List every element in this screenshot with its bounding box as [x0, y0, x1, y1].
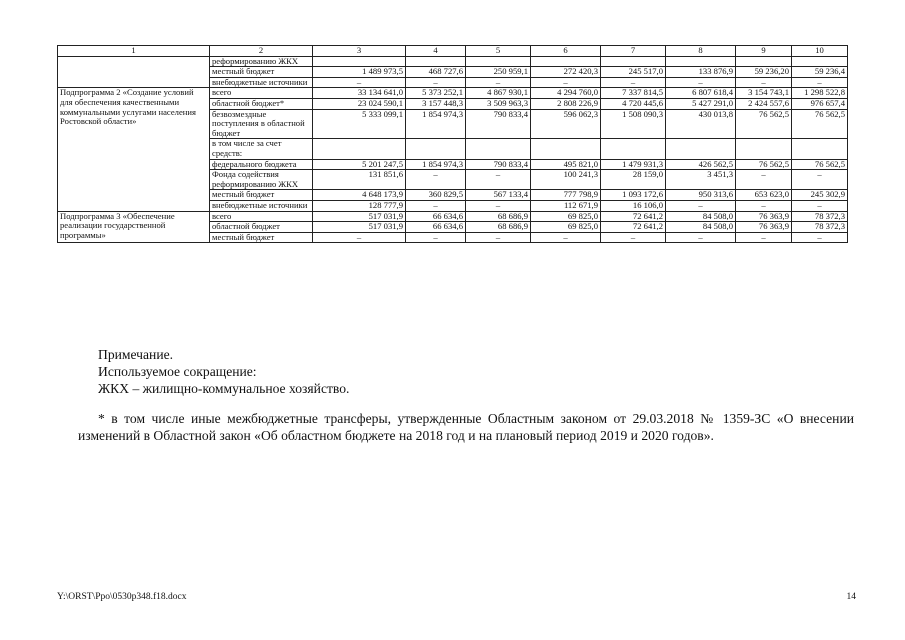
amount-cell	[601, 139, 666, 159]
funding-source-cell: федерального бюджета	[210, 159, 313, 170]
amount-cell: –	[792, 232, 848, 243]
amount-cell	[406, 139, 466, 159]
funding-source-cell: безвозмездные поступления в областной бюджет	[210, 109, 313, 139]
amount-cell: 360 829,5	[406, 190, 466, 201]
amount-cell: 596 062,3	[531, 109, 601, 139]
funding-source-cell: местный бюджет	[210, 190, 313, 201]
table-header-row	[58, 46, 848, 57]
amount-cell: 1 508 090,3	[601, 109, 666, 139]
amount-cell: 976 657,4	[792, 98, 848, 109]
amount-cell: 84 508,0	[666, 211, 736, 222]
amount-cell: 69 825,0	[531, 211, 601, 222]
amount-cell	[792, 139, 848, 159]
amount-cell: 790 833,4	[466, 109, 531, 139]
amount-cell: 78 372,3	[792, 211, 848, 222]
subprogram-name-cell: Подпрограмма 2 «Создание условий для обеспечения качественными коммунальными услугами населения Ростовской области»	[58, 88, 210, 211]
amount-cell	[313, 56, 406, 67]
amount-cell: 1 854 974,3	[406, 109, 466, 139]
table-row	[58, 211, 848, 222]
amount-cell: –	[466, 200, 531, 211]
amount-cell: 1 093 172,6	[601, 190, 666, 201]
amount-cell	[313, 139, 406, 159]
amount-cell: 2 424 557,6	[736, 98, 792, 109]
amount-cell: 76 562,5	[736, 109, 792, 139]
subprogram-name-cell: Подпрограмма 3 «Обеспечение реализации государственной программы»	[58, 211, 210, 243]
amount-cell: –	[406, 170, 466, 190]
amount-cell: 517 031,9	[313, 211, 406, 222]
amount-cell: –	[601, 77, 666, 88]
amount-cell: 430 013,8	[666, 109, 736, 139]
amount-cell: 72 641,2	[601, 211, 666, 222]
note-title: Примечание.	[98, 347, 174, 362]
notes-block	[98, 346, 858, 397]
amount-cell	[736, 139, 792, 159]
amount-cell: –	[736, 232, 792, 243]
amount-cell: 3 154 743,1	[736, 88, 792, 99]
amount-cell: 16 106,0	[601, 200, 666, 211]
amount-cell	[736, 56, 792, 67]
amount-cell: –	[406, 200, 466, 211]
table-body	[58, 56, 848, 243]
amount-cell: 272 420,3	[531, 67, 601, 78]
amount-cell: 76 363,9	[736, 211, 792, 222]
column-header: 8	[666, 46, 736, 57]
amount-cell: 76 562,5	[792, 159, 848, 170]
page-number: 14	[846, 592, 856, 602]
amount-cell	[406, 56, 466, 67]
amount-cell: –	[466, 232, 531, 243]
column-header: 10	[792, 46, 848, 57]
funding-source-cell: местный бюджет	[210, 67, 313, 78]
table-row	[58, 56, 848, 67]
funding-source-cell: внебюджетные источники	[210, 200, 313, 211]
amount-cell	[531, 139, 601, 159]
amount-cell: 245 302,9	[792, 190, 848, 201]
amount-cell	[666, 139, 736, 159]
amount-cell: 4 720 445,6	[601, 98, 666, 109]
footnote-text: * в том числе иные межбюджетные трансферы, утвержденные Областным законом от 29.03.2018 № 1359-ЗС «О внесении изменений в Областной закон «Об областном бюджете на 2018 год и на плановый период 2019 и 2020 годов».	[78, 411, 854, 443]
funding-source-cell: местный бюджет	[210, 232, 313, 243]
note-abbreviation-heading: Используемое сокращение:	[98, 364, 257, 379]
funding-source-cell: внебюджетные источники	[210, 77, 313, 88]
amount-cell: 76 562,5	[792, 109, 848, 139]
amount-cell: 78 372,3	[792, 222, 848, 233]
table-row	[58, 88, 848, 99]
funding-source-cell: Фонда содействия реформированию ЖКХ	[210, 170, 313, 190]
amount-cell: 1 854 974,3	[406, 159, 466, 170]
amount-cell: 6 807 618,4	[666, 88, 736, 99]
amount-cell: 33 134 641,0	[313, 88, 406, 99]
amount-cell: 3 157 448,3	[406, 98, 466, 109]
amount-cell	[466, 56, 531, 67]
footer-file-path: Y:\ORST\Ppo\0530p348.f18.docx	[57, 592, 187, 602]
amount-cell: 66 634,6	[406, 222, 466, 233]
amount-cell: –	[466, 170, 531, 190]
amount-cell: –	[531, 77, 601, 88]
amount-cell: 790 833,4	[466, 159, 531, 170]
amount-cell: 4 294 760,0	[531, 88, 601, 99]
amount-cell: 128 777,9	[313, 200, 406, 211]
amount-cell: 5 427 291,0	[666, 98, 736, 109]
amount-cell: 517 031,9	[313, 222, 406, 233]
amount-cell: –	[666, 200, 736, 211]
amount-cell: 426 562,5	[666, 159, 736, 170]
amount-cell: –	[792, 77, 848, 88]
subprogram-name-cell	[58, 56, 210, 88]
amount-cell: –	[313, 232, 406, 243]
amount-cell: 5 201 247,5	[313, 159, 406, 170]
amount-cell: 468 727,6	[406, 67, 466, 78]
amount-cell: 495 821,0	[531, 159, 601, 170]
amount-cell: 66 634,6	[406, 211, 466, 222]
funding-source-cell: областной бюджет*	[210, 98, 313, 109]
amount-cell	[666, 56, 736, 67]
amount-cell: 245 517,0	[601, 67, 666, 78]
amount-cell: 112 671,9	[531, 200, 601, 211]
note-abbreviation: ЖКХ – жилищно-коммунальное хозяйство.	[98, 381, 350, 396]
amount-cell: 777 798,9	[531, 190, 601, 201]
amount-cell: 100 241,3	[531, 170, 601, 190]
amount-cell: 131 851,6	[313, 170, 406, 190]
funding-source-cell: всего	[210, 88, 313, 99]
amount-cell: –	[736, 77, 792, 88]
amount-cell: 23 024 590,1	[313, 98, 406, 109]
amount-cell: –	[666, 232, 736, 243]
amount-cell: –	[736, 170, 792, 190]
amount-cell: 653 623,0	[736, 190, 792, 201]
column-header: 3	[313, 46, 406, 57]
amount-cell: 1 298 522,8	[792, 88, 848, 99]
amount-cell: 59 236,4	[792, 67, 848, 78]
amount-cell: 68 686,9	[466, 211, 531, 222]
amount-cell: 59 236,20	[736, 67, 792, 78]
amount-cell: 250 959,1	[466, 67, 531, 78]
amount-cell: 567 133,4	[466, 190, 531, 201]
amount-cell: 28 159,0	[601, 170, 666, 190]
amount-cell: 2 808 226,9	[531, 98, 601, 109]
budget-table	[57, 45, 848, 243]
funding-source-cell: всего	[210, 211, 313, 222]
amount-cell: 76 562,5	[736, 159, 792, 170]
amount-cell: –	[601, 232, 666, 243]
amount-cell	[792, 56, 848, 67]
column-header: 4	[406, 46, 466, 57]
amount-cell: –	[406, 232, 466, 243]
amount-cell: –	[792, 200, 848, 211]
amount-cell: 7 337 814,5	[601, 88, 666, 99]
amount-cell: 133 876,9	[666, 67, 736, 78]
amount-cell: 4 648 173,9	[313, 190, 406, 201]
amount-cell: 5 373 252,1	[406, 88, 466, 99]
amount-cell: 3 451,3	[666, 170, 736, 190]
amount-cell: –	[531, 232, 601, 243]
column-header: 6	[531, 46, 601, 57]
amount-cell: –	[666, 77, 736, 88]
amount-cell: –	[792, 170, 848, 190]
amount-cell: 69 825,0	[531, 222, 601, 233]
amount-cell: 76 363,9	[736, 222, 792, 233]
funding-source-cell: реформированию ЖКХ	[210, 56, 313, 67]
column-header: 1	[58, 46, 210, 57]
funding-source-cell: в том числе за счет средств:	[210, 139, 313, 159]
amount-cell: 4 867 930,1	[466, 88, 531, 99]
column-header: 7	[601, 46, 666, 57]
amount-cell: –	[406, 77, 466, 88]
amount-cell: 3 509 963,3	[466, 98, 531, 109]
amount-cell: –	[313, 77, 406, 88]
amount-cell: 84 508,0	[666, 222, 736, 233]
amount-cell	[601, 56, 666, 67]
amount-cell: –	[736, 200, 792, 211]
amount-cell: 5 333 099,1	[313, 109, 406, 139]
funding-source-cell: областной бюджет	[210, 222, 313, 233]
column-header: 5	[466, 46, 531, 57]
amount-cell: 72 641,2	[601, 222, 666, 233]
column-header: 2	[210, 46, 313, 57]
amount-cell: 950 313,6	[666, 190, 736, 201]
column-header: 9	[736, 46, 792, 57]
amount-cell: –	[466, 77, 531, 88]
amount-cell: 1 489 973,5	[313, 67, 406, 78]
amount-cell: 1 479 931,3	[601, 159, 666, 170]
amount-cell: 68 686,9	[466, 222, 531, 233]
amount-cell	[531, 56, 601, 67]
amount-cell	[466, 139, 531, 159]
